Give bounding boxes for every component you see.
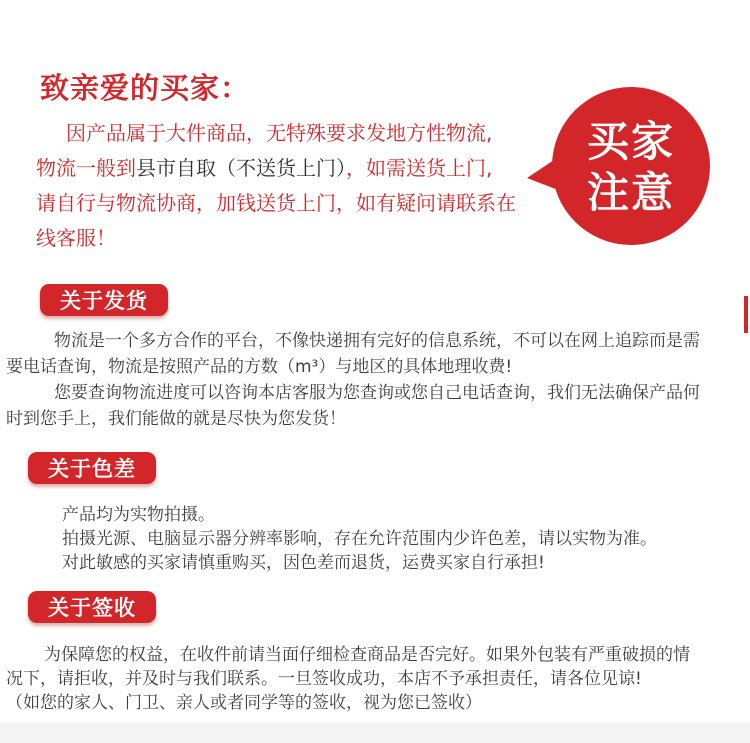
- body-line: 时到您手上，我们能做的就是尽快为您发货！: [6, 409, 346, 429]
- notice-line: 请自行与物流协商，加钱送货上门，如有疑问请联系在: [36, 191, 516, 215]
- body-line: 物流是一个多方合作的平台，不像快递拥有完好的信息系统，不可以在网上追踪而是需: [54, 331, 700, 351]
- body-line: （如您的家人、门卫、亲人或者同学等的签收，视为您已签收）: [6, 693, 482, 713]
- page-title: 致亲爱的买家：: [40, 71, 251, 105]
- body-line: 您要查询物流进度可以咨询本店客服为您查询或您自己电话查询，我们无法确保产品何: [54, 383, 700, 403]
- color-difference-paragraph: [62, 503, 657, 575]
- body-line: 要电话查询，物流是按照产品的方数（m³）与地区的具体地理收费!: [6, 357, 513, 377]
- body-line: 对此敏感的买家请慎重购买，因色差而退货，运费买家自行承担!: [62, 553, 545, 573]
- body-line: 况下，请拒收，并及时与我们联系。一旦签收成功，本店不予承担责任，请各位见谅!: [6, 669, 642, 689]
- logistics-notice-paragraph: [36, 116, 536, 256]
- notice-line: 物流一般到县市自取（不送货上门），如需送货上门,: [36, 156, 493, 180]
- notice-line: 因产品属于大件商品，无特殊要求发地方性物流,: [66, 121, 493, 145]
- section-heading-color-difference: 关于色差: [28, 452, 156, 484]
- section-heading-sign-receipt: 关于签收: [28, 591, 156, 623]
- footer-strip: [0, 722, 750, 743]
- pickup-highlight: 县市自取（不送货上门）: [136, 156, 346, 180]
- shipping-paragraph: [6, 328, 700, 432]
- body-line: 拍摄光源、电脑显示器分辨率影响，存在允许范围内少许色差，请以实物为准。: [62, 529, 657, 549]
- right-edge-red-bar: [744, 296, 748, 333]
- section-heading-shipping: 关于发货: [40, 284, 168, 316]
- buyer-attention-badge: 买家 注意: [586, 117, 675, 217]
- notice-line: 线客服！: [36, 226, 116, 250]
- sign-receipt-paragraph: [6, 643, 690, 715]
- body-line: 产品均为实物拍摄。: [62, 505, 215, 525]
- body-line: 为保障您的权益，在收件前请当面仔细检查商品是否完好。如果外包装有严重破损的情: [44, 645, 690, 665]
